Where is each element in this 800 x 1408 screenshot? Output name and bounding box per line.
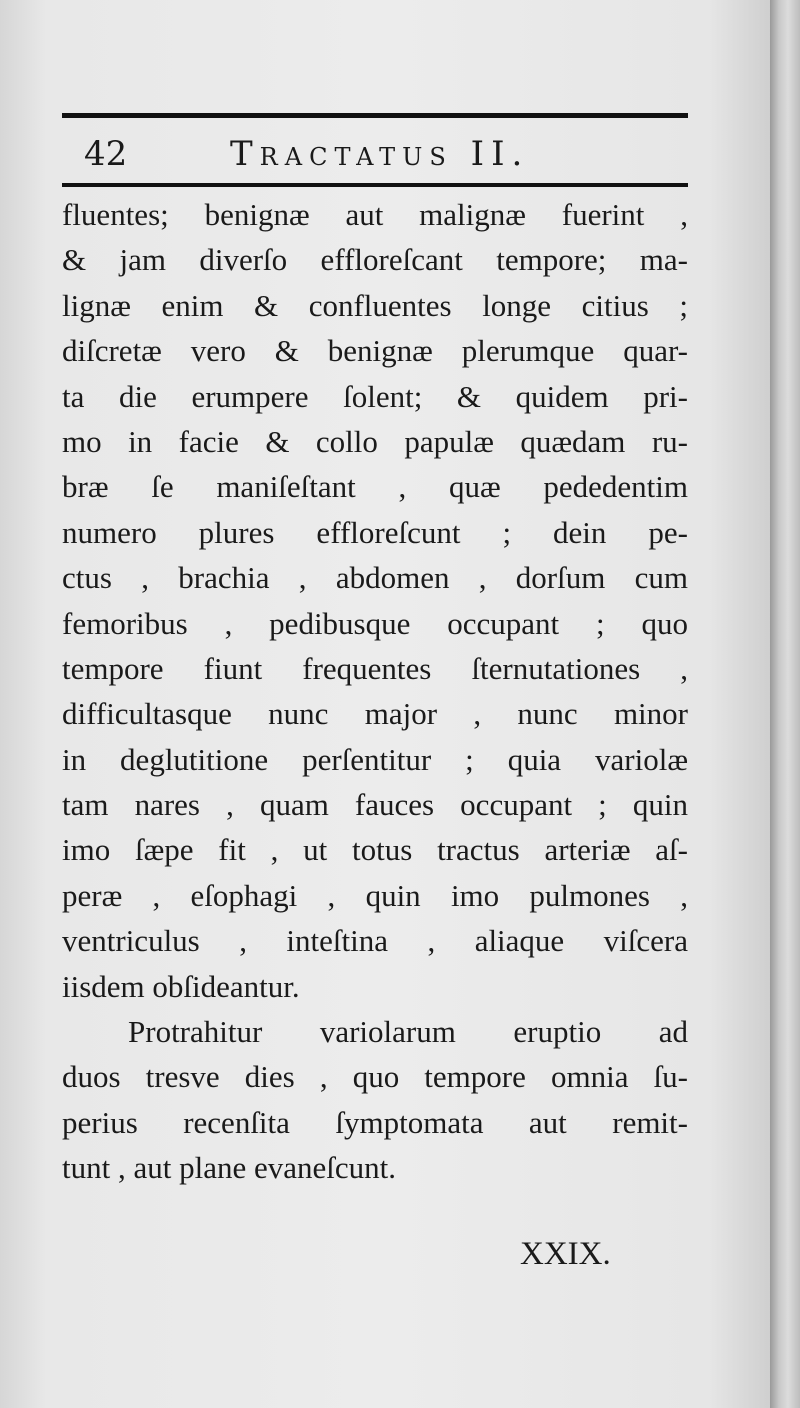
body-text [62, 192, 688, 1191]
text-line: imo ſæpe fit , ut totus tractus arteriæ aſ- [62, 832, 688, 868]
text-line: duos tresve dies , quo tempore omnia ſu- [62, 1059, 688, 1095]
text-line: Protrahitur variolarum eruptio ad [128, 1014, 688, 1050]
text-line: ctus , brachia , abdomen , dorſum cum [62, 560, 688, 596]
running-title: Tractatus II. [230, 134, 530, 174]
text-line: mo in facie & collo papulæ quædam ru- [62, 423, 688, 459]
text-line: numero plures effloreſcunt ; dein pe- [62, 514, 688, 550]
header-rule-top [62, 113, 688, 118]
text-line: in deglutitione perſentitur ; quia variolæ [62, 741, 688, 777]
text-line: bræ ſe maniſeſtant , quæ pededentim [62, 469, 688, 505]
text-line: ventriculus , inteſtina , aliaque viſcera [62, 923, 688, 959]
text-line: perius recenſita ſymptomata aut remit- [62, 1104, 688, 1140]
page-header [62, 128, 688, 178]
text-line: lignæ enim & confluentes longe citius ; [62, 287, 688, 323]
text-line: tempore fiunt frequentes ſternutationes , [62, 650, 688, 686]
text-line: & jam diverſo effloreſcant tempore; ma- [62, 242, 688, 278]
text-line: tam nares , quam fauces occupant ; quin [62, 787, 688, 823]
text-line: tunt , aut plane evaneſcunt. [62, 1150, 396, 1186]
text-line: peræ , eſophagi , quin imo pulmones , [62, 877, 688, 913]
text-line: ta die erumpere ſolent; & quidem pri- [62, 378, 688, 414]
catchword: XXIX. [520, 1236, 611, 1272]
text-line: femoribus , pedibusque occupant ; quo [62, 605, 688, 641]
paragraph-2 [62, 1009, 688, 1191]
text-line: diſcretæ vero & benignæ plerumque quar- [62, 333, 688, 369]
page-number: 42 [84, 134, 128, 174]
paragraph-1 [62, 192, 688, 1009]
page-edge [770, 0, 800, 1408]
text-line: iisdem obſideantur. [62, 968, 300, 1004]
text-line: difficultasque nunc major , nunc minor [62, 696, 688, 732]
text-line: fluentes; benignæ aut malignæ fuerint , [62, 197, 688, 232]
header-rule-bottom [62, 183, 688, 187]
